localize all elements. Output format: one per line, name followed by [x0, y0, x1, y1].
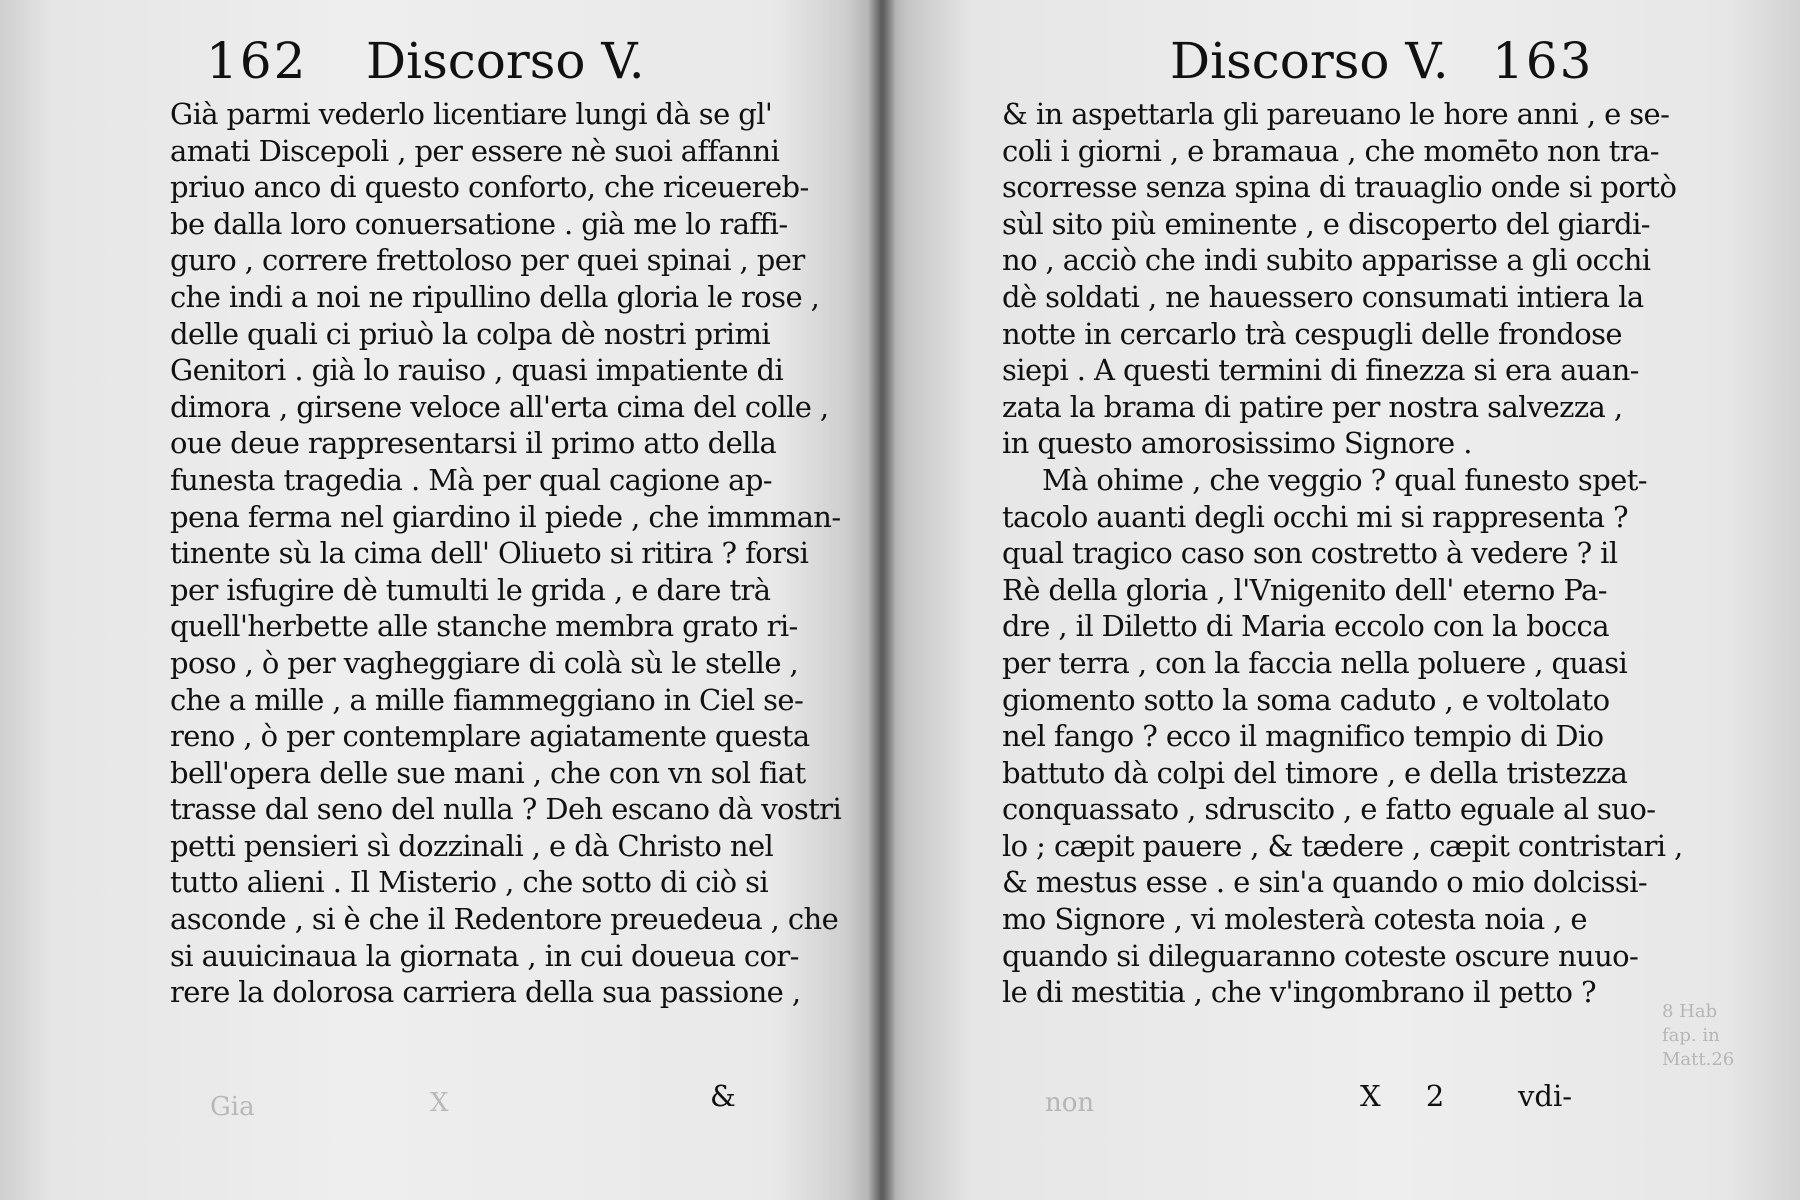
text-line: rere la dolorosa carriera della sua passione ,	[170, 975, 801, 1010]
text-line: priuo anco di questo conforto, che riceuereb-	[170, 170, 809, 205]
text-line: che a mille , a mille fiammeggiano in Ciel se-	[170, 682, 804, 717]
text-line: pena ferma nel giardino il piede , che immman-	[170, 499, 841, 534]
text-line: oue deue rappresentarsi il primo atto della	[170, 426, 777, 461]
left-page	[0, 0, 880, 1200]
text-line: in questo amorosissimo Signore .	[1002, 426, 1472, 461]
show-through-mark: Gia	[210, 1092, 255, 1122]
right-text-block	[1002, 96, 1683, 1011]
text-line: notte in cercarlo trà cespugli delle frondose	[1002, 316, 1622, 351]
text-line: funesta tragedia . Mà per qual cagione ap-	[170, 462, 772, 497]
signature-mark: X 2	[1360, 1079, 1463, 1113]
text-line: che indi a noi ne ripullino della gloria le rose ,	[170, 279, 820, 314]
text-line: lo ; cæpit pauere , & tædere , cæpit contristari ,	[1002, 828, 1683, 863]
text-line: scorresse senza spina di trauaglio onde si portò	[1002, 170, 1677, 205]
text-line: tutto alieni . Il Misterio , che sotto di ciò si	[170, 865, 769, 900]
text-line: poso , ò per vagheggiare di colà sù le stelle ,	[170, 645, 799, 680]
text-line: be dalla loro conuersatione . già me lo raffi-	[170, 206, 788, 241]
text-line: per isfugire dè tumulti le grida , e dare trà	[170, 572, 771, 607]
text-line: quell'herbette alle stanche membra grato ri-	[170, 609, 798, 644]
text-line: dre , il Diletto di Maria eccolo con la bocca	[1002, 609, 1609, 644]
text-line: giomento sotto la soma caduto , e voltolato	[1002, 682, 1610, 717]
gutter-shadow	[868, 0, 896, 1200]
text-line: dè soldati , ne hauessero consumati intiera la	[1002, 279, 1644, 314]
text-line: nel fango ? ecco il magnifico tempio di Dio	[1002, 719, 1604, 754]
text-line: petti pensieri sì dozzinali , e dà Christo nel	[170, 828, 774, 863]
left-catchword: &	[710, 1079, 736, 1113]
text-line: mo Signore , vi molesterà cotesta noia , e	[1002, 902, 1587, 937]
text-line: asconde , si è che il Redentore preuedeua , che	[170, 902, 839, 937]
text-line: zata la brama di patire per nostra salvezza ,	[1002, 389, 1623, 424]
text-line: Genitori . già lo rauiso , quasi impatiente di	[170, 353, 784, 388]
right-page-number: 163	[1492, 32, 1594, 90]
text-line: tinente sù la cima dell' Oliueto si ritira ? forsi	[170, 536, 809, 571]
text-line: tacolo auanti degli occhi mi si rappresenta ?	[1002, 499, 1628, 534]
text-line: dimora , girsene veloce all'erta cima del colle ,	[170, 389, 829, 424]
right-running-head: Discorso V.	[1170, 32, 1449, 90]
text-line: si auuicinaua la giornata , in cui doueua cor-	[170, 938, 799, 973]
text-line: bell'opera delle sue mani , che con vn sol fiat	[170, 755, 806, 790]
text-line: quando si dileguaranno coteste oscure nuuo-	[1002, 938, 1639, 973]
text-line: trasse dal seno del nulla ? Deh escano dà vostri	[170, 792, 842, 827]
text-line: per terra , con la faccia nella poluere , quasi	[1002, 645, 1628, 680]
text-line: guro , correre frettoloso per quei spinai , per	[170, 243, 805, 278]
text-line: Mà ohime , che veggio ? qual funesto spet-	[1042, 462, 1647, 497]
text-line: amati Discepoli , per essere nè suoi affanni	[170, 133, 780, 168]
left-page-number: 162	[206, 32, 308, 90]
show-through-mark: 8 Hab fap. in Matt.26	[1662, 1001, 1735, 1070]
text-line: reno , ò per contemplare agiatamente questa	[170, 719, 810, 754]
text-line: battuto dà colpi del timore , e della tristezza	[1002, 755, 1628, 790]
text-line: Rè della gloria , l'Vnigenito dell' eterno Pa-	[1002, 572, 1607, 607]
left-running-head: Discorso V.	[366, 32, 645, 90]
text-line: & in aspettarla gli pareuano le hore anni , e se-	[1002, 97, 1670, 131]
text-line: Già parmi vederlo licentiare lungi dà se gl'	[170, 97, 773, 131]
text-line: & mestus esse . e sin'a quando o mio dolcissi-	[1002, 865, 1648, 900]
text-line: qual tragico caso son costretto à vedere ? il	[1002, 536, 1618, 571]
text-line: delle quali ci priuò la colpa dè nostri primi	[170, 316, 771, 351]
right-catchword: vdi-	[1518, 1079, 1573, 1113]
show-through-mark: non	[1045, 1088, 1095, 1118]
text-line: coli i giorni , e bramaua , che momēto non tra-	[1002, 133, 1659, 168]
text-line: sùl sito più eminente , e discoperto del giardi-	[1002, 206, 1650, 241]
text-line: siepi . A questi termini di finezza si era auan-	[1002, 353, 1639, 388]
text-line: conquassato , sdruscito , e fatto eguale al suo-	[1002, 792, 1656, 827]
text-line: le di mestitia , che v'ingombrano il petto ?	[1002, 975, 1596, 1010]
left-text-block	[170, 96, 842, 1011]
show-through-mark: X	[430, 1088, 449, 1118]
text-line: no , acciò che indi subito apparisse a gli occhi	[1002, 243, 1651, 278]
